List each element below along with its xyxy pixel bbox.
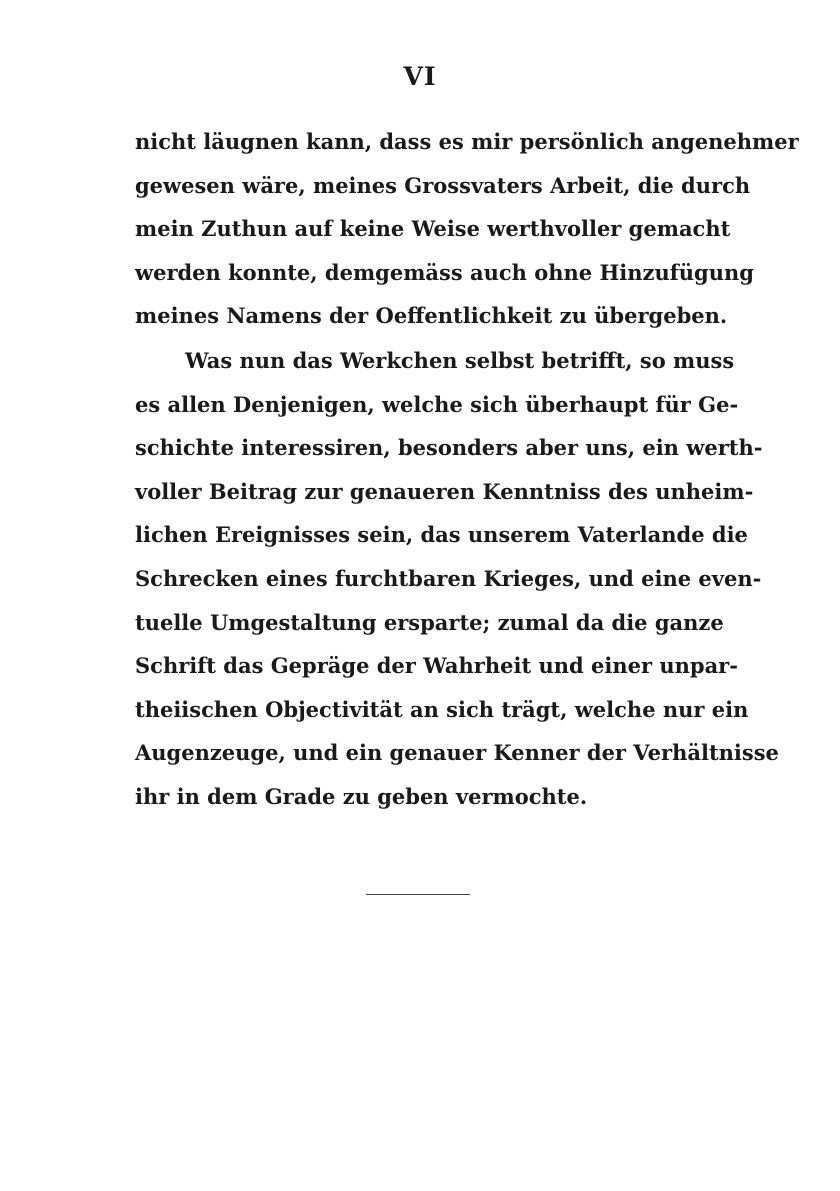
text-line: mein Zuthun auf keine Weise werthvoller gemacht [135,216,731,242]
text-line: theiischen Objectivität an sich trägt, welche nur ein [135,696,749,722]
text-line: es allen Denjenigen, welche sich überhaupt für Ge- [135,391,739,417]
text-line: ihr in dem Grade zu geben vermochte. [135,783,588,809]
text-line: Was nun das Werkchen selbst betrifft, so muss [185,348,735,373]
paragraph-2 [135,339,779,819]
text-line: schichte interessiren, besonders aber uns, ein werth- [135,435,763,461]
text-line: werden konnte, demgemäss auch ohne Hinzufügung [135,259,754,285]
text-line: lichen Ereignisses sein, das unserem Vaterlande die [135,522,748,548]
text-line: voller Beitrag zur genaueren Kenntniss des unheim- [135,478,754,504]
text-line: nicht läugnen kann, dass es mir persönlich angenehmer [135,129,799,154]
text-line: Augenzeuge, und ein genauer Kenner der Verhältnisse [135,740,779,766]
text-line: tuelle Umgestaltung ersparte; zumal da die ganze [135,609,724,635]
section-end-rule [366,894,470,895]
text-line: Schrecken eines furchtbaren Krieges, und eine even- [135,565,762,591]
page-number: VI [403,62,437,91]
text-line: Schrift das Gepräge der Wahrheit und einer unpar- [135,653,738,679]
text-line: gewesen wäre, meines Grossvaters Arbeit, die durch [135,172,751,198]
text-line: meines Namens der Oeffentlichkeit zu übergeben. [135,303,728,329]
paragraph-1 [135,120,799,338]
